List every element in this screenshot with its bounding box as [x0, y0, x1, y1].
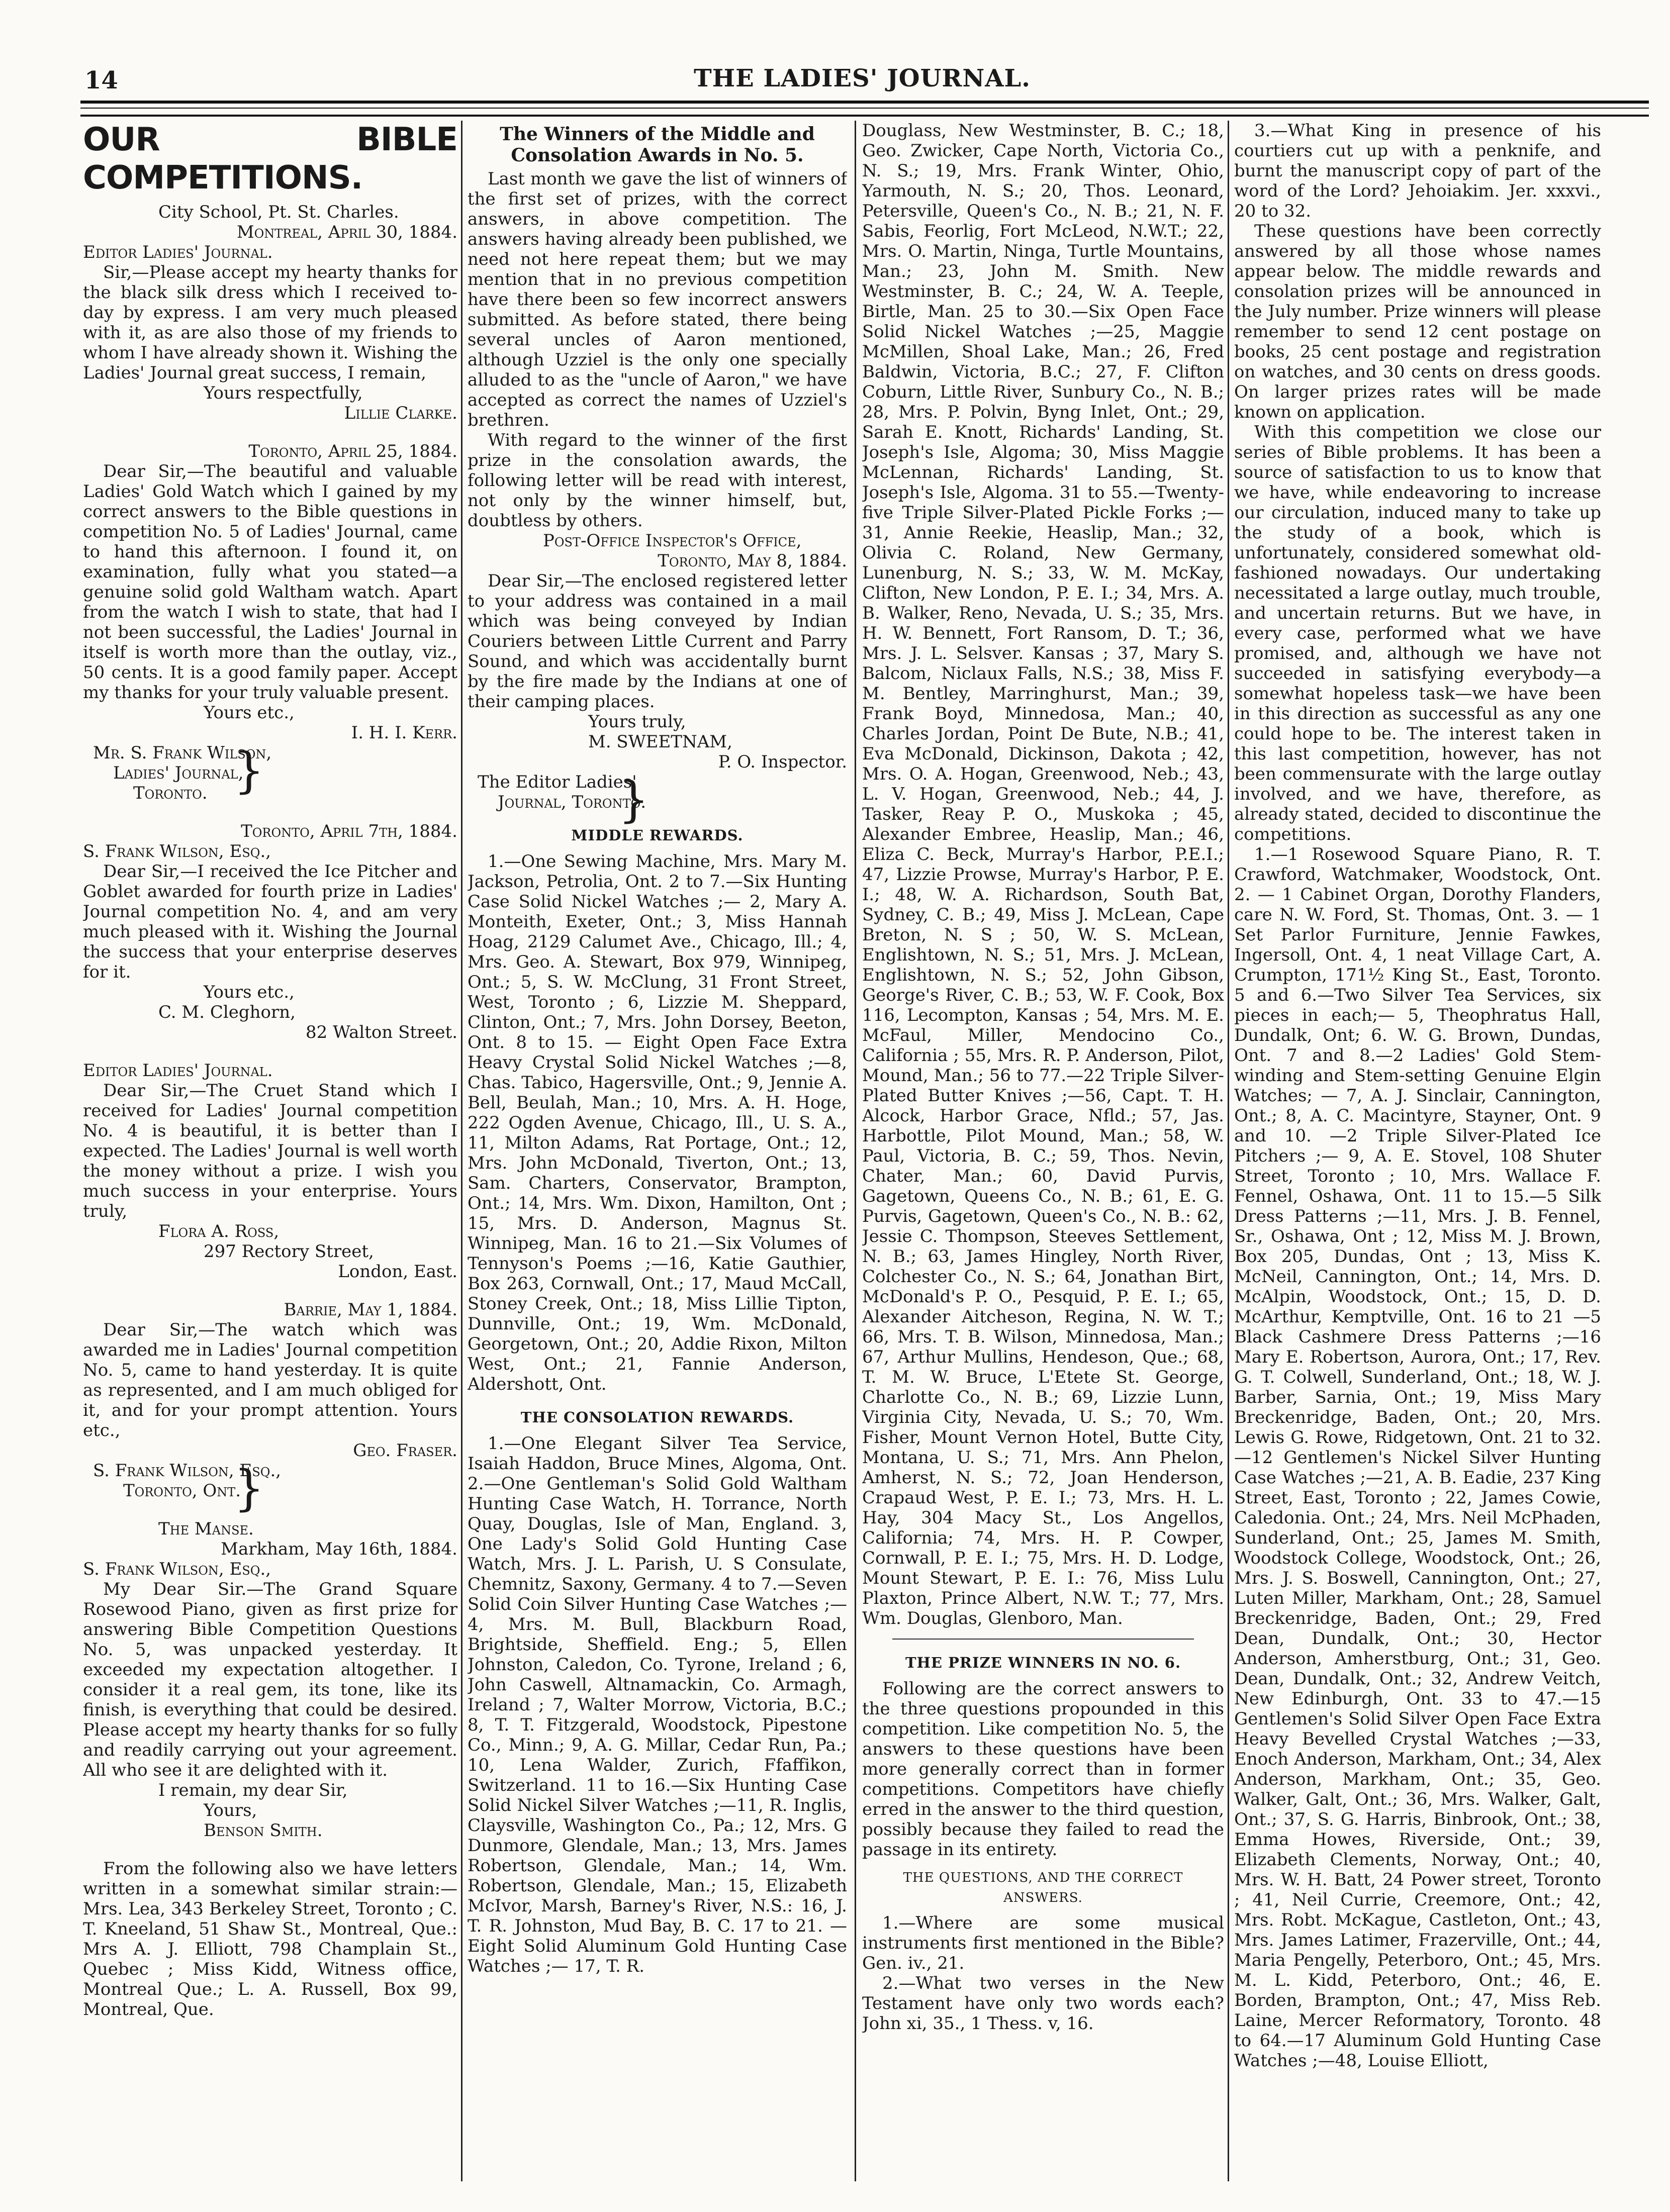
question: 1.—Where are some musical instruments first mentioned in the Bible? Gen. iv., 21.: [862, 1913, 1224, 1973]
address-block: [468, 772, 847, 812]
other-letters-paragraph: From the following also we have letters written in a somewhat similar strain:— Mrs. Lea, 343 Berkeley Street, Toronto ; C. T. Kneeland, 51 Shaw St., Montreal, Que.: Mrs A. J. Elliott, 798 Champlain St., Quebec ; Miss Kidd, Witness office, Montreal Que.; L. A. Russell, Box 99, Montreal, Que.: [83, 1859, 457, 2019]
letter-smith: [83, 1519, 457, 1841]
section-divider: [892, 1639, 1194, 1640]
salutation: Editor Ladies' Journal.: [83, 242, 273, 262]
question: 2.—What two verses in the New Testament have only two words each? John xi, 35., 1 Thess. v, 16.: [862, 1973, 1224, 2034]
letter-ross: [83, 1061, 457, 1282]
city: London, East.: [338, 1262, 457, 1282]
prize-winners-list: 1.—1 Rosewood Square Piano, R. T. Crawford, Watchmaker, Woodstock, Ont. 2. — 1 Cabinet Organ, Dorothy Flanders, care N. W. Ford, St. Thomas, Ont. 3. — 1 Set Parlor Furniture, Jennie Fawkes, Ingersoll, Ont. 4, 1 neat Village Cart, A. Crumpton, 171½ King St., East, Toronto. 5 and 6.—Two Silver Tea Services, six pieces in each;— 5, Theophratus Hall, Dundalk, Ont; 6. W. G. Brown, Dundas, Ont. 7 and 8.—2 Ladies' Gold Stem-winding and Stem-setting Genuine Elgin Watches; — 7, A. J. Sinclair, Cannington, Ont.; 8, A. C. Macintyre, Stayner, Ont. 9 and 10. —2 Triple Silver-Plated Ice Pitchers ;— 9, A. E. Stovel, 108 Shuter Street, Toronto ; 10, Mrs. Wallace F. Fennel, Oshawa, Ont. 11 to 15.—5 Silk Dress Patterns ;—11, Mrs. J. B. Fennel, Sr., Oshawa, Ont ; 12, Miss M. J. Brown, Box 205, Dundas, Ont ; 13, Miss K. McNeil, Cannington, Ont.; 14, Mrs. D. McAlpin, Woodstock, Ont.; 15, D. D. McArthur, Kemptville, Ont. 16 to 21 —5 Black Cashmere Dress Patterns ;—16 Mary E. Robertson, Aurora, Ont.; 17, Rev. G. T. Colwell, Sunderland, Ont.; 18, W. J. Barber, Sarnia, Ont.; 19, Miss Mary Breckenridge, Baden, Ont.; 20, Mrs. Lewis G. Rowe, Ridgetown, Ont. 21 to 32.—12 Gentlemen's Nickel Silver Hunting Case Watches ;—21, A. B. Eadie, 237 King Street, East, Toronto ; 22, James Cowie, Caledonia. Ont.; 24, Mrs. Neil McPhaden, Sunderland, Ont.; 25, James M. Smith, Woodstock College, Woodstock, Ont.; 26, Mrs. J. S. Boswell, Cannington, Ont.; 27, Luten Miller, Markham, Ont.; 28, Samuel Breckenridge, Baden, Ont.; 29, Fred Dean, Dundalk, Ont.; 30, Hector Anderson, Amherstburg, Ont.; 31, Geo. Dean, Dundalk, Ont.; 32, Andrew Veitch, New Edinburgh, Ont. 33 to 47.—15 Gentlemen's Solid Silver Open Face Extra Heavy Bevelled Crystal Watches ;—33, Enoch Anderson, Markham, Ont.; 34, Alex Anderson, Markham, Ont.; 35, Geo. Walker, Galt, Ont.; 36, Mrs. Walker, Galt, Ont.; 37, S. G. Harris, Binbrook, Ont.; 38, Emma Howes, Riverside, Ont.; 39, Elizabeth Clements, Norway, Ont.; 40, Mrs. W. H. Batt, 24 Power street, Toronto ; 41, Neil Currie, Creemore, Ont.; 42, Mrs. Robt. McKague, Castleton, Ont.; 43, Mrs. James Latimer, Frazerville, Ont.; 44, Maria Pengelly, Peterboro, Ont.; 45, Mrs. M. L. Kidd, Peterboro, Ont.; 46, E. Borden, Brampton, Ont.; 47, Miss Reb. Laine, Mercer Reformatory, Toronto. 48 to 64.—17 Aluminum Gold Hunting Case Watches ;—48, Louise Elliott,: [1234, 844, 1601, 2071]
closing: Yours respectfully,: [204, 383, 363, 403]
winners-list-continued: Douglass, New Westminster, B. C.; 18, Geo. Zwicker, Cape North, Victoria Co., N. S.; 19, Mrs. Frank Winter, Ohio, Yarmouth, N. S.; 20, Thos. Leonard, Petersville, Queen's Co., N. B.; 21, N. F. Sabis, Feorlig, Fort McLeod, N.W.T.; 22, Mrs. O. Martin, Ninga, Turtle Mountains, Man.; 23, John M. Smith. New Westminster, B. C.; 24, W. A. Teeple, Birtle, Man. 25 to 30.—Six Open Face Solid Nickel Watches ;—25, Maggie McMillen, Shoal Lake, Man.; 26, Fred Baldwin, Victoria, B.C.; 27, F. Clifton Coburn, Little River, Sunbury Co., N. B.; 28, Mrs. P. Polvin, Byng Inlet, Ont.; 29, Sarah E. Knott, Richards' Landing, St. Joseph's Isle, Algoma; 30, Miss Maggie McLennan, Richards' Landing, St. Joseph's Isle, Algoma. 31 to 55.—Twenty-five Triple Silver-Plated Pickle Forks ;— 31, Annie Reekie, Heaslip, Man.; 32, Olivia C. Roland, New Germany, Lunenburg, N. S.; 33, W. M. McKay, Clifton, New London, P. E. I.; 34, Mrs. A. B. Walker, Reno, Nevada, U. S.; 35, Mrs. H. W. Bennett, Fort Ransom, D. T.; 36, Mrs. J. L. Selsver. Kansas ; 37, Mary S. Balcom, Niclaux Falls, N.S.; 38, Miss F. M. Bentley, Marringhurst, Man.; 39, Frank Boyd, Minnedosa, Man.; 40, Charles Jordan, Point De Bute, N.B.; 41, Eva McDonald, Dickinson, Dakota ; 42, Mrs. O. A. Hogan, Greenwood, Neb.; 43, L. V. Hogan, Greenwood, Neb.; 44, J. Tasker, Reay P. O., Muskoka ; 45, Alexander Embree, Heaslip, Man.; 46, Eliza C. Beck, Murray's Harbor, P.E.I.; 47, Lizzie Prowse, Murray's Harbor, P. E. I.; 48, W. A. Richardson, South Bat, Sydney, C. B.; 49, Miss J. McLean, Cape Breton, N. S ; 50, W. S. McLean, Englishtown, N. S.; 51, Mrs. J. McLean, Englishtown, N. S.; 52, John Gibson, George's River, C. B.; 53, W. F. Cook, Box 116, Lecompton, Kansas ; 54, Mrs. M. E. McFaul, Miller, Mendocino Co., California ; 55, Mrs. R. P. Anderson, Pilot, Mound, Man.; 56 to 77.—22 Triple Silver-Plated Butter Knives ;—56, Capt. T. H. Alcock, Harbor Grace, Nfld.; 57, Jas. Harbottle, Pilot Mound, Man.; 58, W. Paul, Victoria, B. C.; 59, Thos. Nevin, Chater, Man.; 60, David Purvis, Gagetown, Queens Co., N. B.; 61, E. G. Purvis, Gagetown, Queen's Co., N. B.: 62, Jessie C. Thompson, Steeves Settlement, N. B.; 63, James Hingley, North River, Colchester Co., N. S.; 64, Jonathan Birt, McDonald's P. O., Pesquid, P. E. I.; 65, Alexander Aitcheson, Regina, N. W. T.; 66, Mrs. T. B. Wilson, Minnedosa, Man.; 67, Arthur Mullins, Hendeson, Que.; 68, T. M. W. Bruce, L'Etete St. George, Charlotte Co., N. B.; 69, Lizzie Lunn, Virginia City, Nevada, U. S.; 70, Wm. Fisher, Mount Vernon Hotel, Butte City, Montana, U. S.; 71, Mrs. Ann Phelon, Amherst, N. S.; 72, Joan Henderson, Crapaud West, P. E. I.; 73, Mrs. H. L. Hay, 304 Macy St., Los Angellos, California; 74, Mrs. H. P. Cowper, Cornwall, P. E. I.; 75, Mrs. H. D. Lodge, Mount Stewart, P. E. I.: 76, Miss Lulu Plaxton, Prince Albert, N.W. T.; 77, Mrs. Wm. Douglas, Glenboro, Man.: [862, 121, 1224, 1628]
address-block: [83, 743, 457, 803]
address-block: [83, 1461, 457, 1501]
prize-winners-heading: THE PRIZE WINNERS IN NO. 6.: [905, 1654, 1181, 1671]
section-title: OUR BIBLE COMPETITIONS.: [83, 121, 457, 197]
addressee: S. Frank Wilson, Esq.,: [83, 841, 271, 861]
dateline: Barrie, May 1, 1884.: [284, 1300, 457, 1320]
letter-body: Dear Sir,—The enclosed registered letter to your address was contained in a mail which was being conveyed by Indian Couriers between Little Current and Parry Sound, and which was accidentally burnt by the fire made by the Indians at one of their camping places.: [468, 571, 847, 712]
dateline: City School, Pt. St. Charles.: [158, 202, 399, 222]
questions-heading: THE QUESTIONS, AND THE CORRECT ANSWERS.: [903, 1870, 1183, 1905]
middle-rewards-heading: MIDDLE REWARDS.: [571, 827, 744, 844]
address-line: Toronto, Ont.: [123, 1481, 241, 1501]
closing: I remain, my dear Sir,: [158, 1780, 348, 1800]
salutation: Editor Ladies' Journal.: [83, 1061, 273, 1081]
column-4: [1234, 121, 1601, 2181]
address-line: Toronto.: [133, 783, 208, 803]
street: 82 Walton Street.: [306, 1022, 457, 1042]
consolation-rewards-heading: THE CONSOLATION REWARDS.: [520, 1409, 794, 1426]
letter-cleghorn: [83, 821, 457, 1042]
paragraph: These questions have been correctly answered by all those whose names appear below. The middle rewards and consolation prizes will be announced in the July number. Prize winners will please remember to send 12 cent postage on books, 25 cent postage and registration on watches, and 30 cents on dress goods. On larger prizes rates will be made known on application.: [1234, 221, 1601, 422]
letter-fraser: [83, 1300, 457, 1501]
letter-body: My Dear Sir.—The Grand Square Rosewood Piano, given as first prize for answering Bible Competition Questions No. 5, was unpacked yesterday. It exceeded my expectation altogether. I consider it a real gem, its tone, like its finish, is everything that could be desired. Please accept my hearty thanks for so fully and readily carrying out your agreement. All who see it are delighted with it.: [83, 1579, 457, 1780]
header-rule: [80, 101, 1649, 104]
closing: Yours etc.,: [204, 982, 295, 1002]
dateline: Toronto, April 7th, 1884.: [241, 821, 457, 841]
street: 297 Rectory Street,: [204, 1241, 374, 1262]
article-title: The Winners of the Middle and Consolation Awards in No. 5.: [500, 124, 815, 166]
signature: Flora A. Ross,: [158, 1221, 280, 1241]
dateline: Toronto, April 25, 1884.: [248, 441, 457, 461]
column-2: [468, 121, 847, 2181]
address-line: The Editor Ladies': [478, 772, 637, 792]
closing: Yours truly,: [588, 712, 686, 732]
letter-body: Sir,—Please accept my hearty thanks for the black silk dress which I received to-day by express. I am very much pleased with it, as are also those of my friends to whom I have already shown it. Wishing the Ladies' Journal great success, I remain,: [83, 262, 457, 383]
address-line: Mr. S. Frank Wilson,: [93, 743, 272, 763]
column-divider: [461, 121, 462, 2181]
letter-body: Dear Sir,—I received the Ice Pitcher and Goblet awarded for fourth prize in Ladies' Journal competition No. 4, and am very much pleased with it. Wishing the Journal the success that your enterprise deserves for it.: [83, 861, 457, 982]
dateline: Montreal, April 30, 1884.: [236, 222, 457, 242]
signature: Lillie Clarke.: [344, 403, 457, 423]
paragraph: Last month we gave the list of winners of the first set of prizes, with the correct answers, in above competition. The answers having already been published, we need not here repeat them; but we may mention that in no previous competition have there been so few incorrect answers submitted. As before stated, there being several uncles of Aaron mentioned, although Uzziel is the only one specially alluded to as the "uncle of Aaron," we have accepted as correct the names of Uzziel's brethren.: [468, 169, 847, 430]
address-line: Ladies' Journal,: [113, 763, 244, 783]
signature: Benson Smith.: [204, 1820, 323, 1841]
masthead: THE LADIES' JOURNAL.: [694, 64, 1031, 92]
header-rule: [80, 115, 1649, 117]
paragraph: Following are the correct answers to the three questions propounded in this competition. Like competition No. 5, the answers to these questions have been more generally correct than in former competitions. Competitors have chiefly erred in the answer to the third question, possibly because they failed to read the passage in its entirety.: [862, 1679, 1224, 1860]
paragraph: With regard to the winner of the first prize in the consolation awards, the following letter will be read with interest, not only by the winner himself, but, doubtless by others.: [468, 430, 847, 531]
middle-rewards-list: 1.—One Sewing Machine, Mrs. Mary M. Jackson, Petrolia, Ont. 2 to 7.—Six Hunting Case Solid Nickel Watches ;— 2, Mary A. Monteith, Exeter, Ont.; 3, Miss Hannah Hoag, 2129 Calumet Ave., Chicago, Ill.; 4, Mrs. Geo. A. Stewart, Box 979, Winnipeg, Ont.; 5, S. W. McClung, 31 Front Street, West, Toronto ; 6, Lizzie M. Sheppard, Clinton, Ont.; 7, Mrs. John Dorsey, Beeton, Ont. 8 to 15. — Eight Open Face Extra Heavy Crystal Solid Nickel Watches ;—8, Chas. Tabico, Hagersville, Ont.; 9, Jennie A. Bell, Beulah, Man.; 10, Mrs. A. H. Hoge, 222 Ogden Avenue, Chicago, Ill., U. S. A., 11, Milton Adams, Rat Portage, Ont.; 12, Mrs. John McDonald, Tiverton, Ont.; 13, Sam. Charters, Conservator, Brampton, Ont.; 14, Mrs. Wm. Dixon, Hamilton, Ont ; 15, Mrs. D. Anderson, Magnus St. Winnipeg, Man. 16 to 21.—Six Volumes of Tennyson's Poems ;—16, Katie Gauthier, Box 263, Cornwall, Ont.; 17, Maud McCall, Stoney Creek, Ont.; 18, Miss Lillie Tipton, Dunnville, Ont.; 19, Wm. McDonald, Georgetown, Ont.; 20, Addie Rixon, Milton West, Ont.; 21, Fannie Anderson, Aldershott, Ont.: [468, 851, 847, 1394]
addressee: S. Frank Wilson, Esq.,: [83, 1559, 271, 1579]
header-rule: [80, 108, 1649, 109]
signature: M. SWEETNAM,: [588, 732, 732, 752]
column-divider: [1228, 121, 1229, 2181]
column-divider: [855, 121, 856, 2181]
signature-title: P. O. Inspector.: [718, 752, 847, 772]
dateline: Toronto, May 8, 1884.: [658, 551, 847, 571]
letter-body: Dear Sir,—The watch which was awarded me in Ladies' Journal competition No. 5, came to hand yesterday. It is quite as represented, and I am much obliged for it, and for your prompt attention. Yours etc.,: [83, 1320, 457, 1440]
signature: C. M. Cleghorn,: [158, 1002, 296, 1022]
address-line: Journal, Toronto.: [498, 792, 646, 812]
signature: Geo. Fraser.: [353, 1440, 457, 1461]
letter-body: Dear Sir,—The Cruet Stand which I received for Ladies' Journal competition No. 4 is beautiful, it is better than I expected. The Ladies' Journal is well worth the money without a prize. I wish you much success in your enterprise. Yours truly,: [83, 1081, 457, 1221]
address-line: S. Frank Wilson, Esq.,: [93, 1461, 282, 1481]
dateline: Markham, May 16th, 1884.: [221, 1539, 457, 1559]
letter-body: Dear Sir,—The beautiful and valuable Ladies' Gold Watch which I gained by my correct answers to the Bible questions in competition No. 5 of Ladies' Journal, came to hand this afternoon. I found it, on examination, fully what you stated—a genuine solid gold Waltham watch. Apart from the watch I wish to state, that had I not been successful, the Ladies' Journal in itself is worth more than the outlay, viz., 50 cents. It is a good family paper. Accept my thanks for your truly valuable present.: [83, 461, 457, 703]
closing: Yours,: [204, 1800, 257, 1820]
consolation-rewards-list: 1.—One Elegant Silver Tea Service, Isaiah Haddon, Bruce Mines, Algoma, Ont. 2.—One Gentleman's Solid Gold Waltham Hunting Case Watch, H. Torrance, North Quay, Douglas, Isle of Man, England. 3, One Lady's Solid Gold Hunting Case Watch, Mrs. J. L. Parish, U. S Consulate, Chemnitz, Saxony, Germany. 4 to 7.—Seven Solid Coin Silver Hunting Case Watches ;— 4, Mrs. M. Bull, Blackburn Road, Brightside, Sheffield. Eng.; 5, Ellen Johnston, Caledon, Co. Tyrone, Ireland ; 6, John Caswell, Altnamackin, Co. Armagh, Ireland ; 7, Walter Morrow, Victoria, B.C.; 8, T. T. Fitzgerald, Woodstock, Pipestone Co., Minn.; 9, A. G. Millar, Cedar Run, Pa.; 10, Lena Walder, Zurich, Ffaffikon, Switzerland. 11 to 16.—Six Hunting Case Solid Nickel Silver Watches ;—11, R. Inglis, Claysville, Washington Co., Pa.; 12, Mrs. G Dunmore, Glendale, Man.; 13, Mrs. James Robertson, Glendale, Man.; 14, Wm. Robertson, Glendale, Man.; 15, Elizabeth McIvor, Marsh, Barney's River, N.S.: 16, J. T. R. Johnston, Mud Bay, B. C. 17 to 21. — Eight Solid Aluminum Gold Hunting Case Watches ;— 17, T. R.: [468, 1433, 847, 1976]
page-number: 14: [84, 66, 118, 94]
column-1: [83, 121, 457, 2181]
column-3: [862, 121, 1224, 2181]
paragraph: With this competition we close our series of Bible problems. It has been a source of satisfaction to us to know that we have, while endeavoring to increase our circulation, induced many to take up the study of a book, which is unfortunately, considered somewhat old-fashioned nowadays. Our undertaking necessitated a large outlay, much trouble, and uncertain returns. But we have, in every case, performed what we have promised, and, although we have not succeeded in satisfying everybody—a somewhat hopeless task—we have been in this direction as successful as any one could hope to be. The interest taken in this last competition, however, has not been commensurate with the large outlay involved, and we have, therefore, as already stated, decided to discontinue the competitions.: [1234, 422, 1601, 844]
letter-clarke: [83, 202, 457, 423]
place: The Manse.: [158, 1519, 254, 1539]
closing: Yours etc.,: [204, 703, 295, 723]
signature: I. H. I. Kerr.: [351, 723, 457, 743]
office-heading: Post-Office Inspector's Office,: [543, 531, 802, 551]
question: 3.—What King in presence of his courtiers cut up with a penknife, and burnt the manuscript copy of part of the word of the Lord? Jehoiakim. Jer. xxxvi., 20 to 32.: [1234, 121, 1601, 221]
letter-kerr: [83, 441, 457, 803]
